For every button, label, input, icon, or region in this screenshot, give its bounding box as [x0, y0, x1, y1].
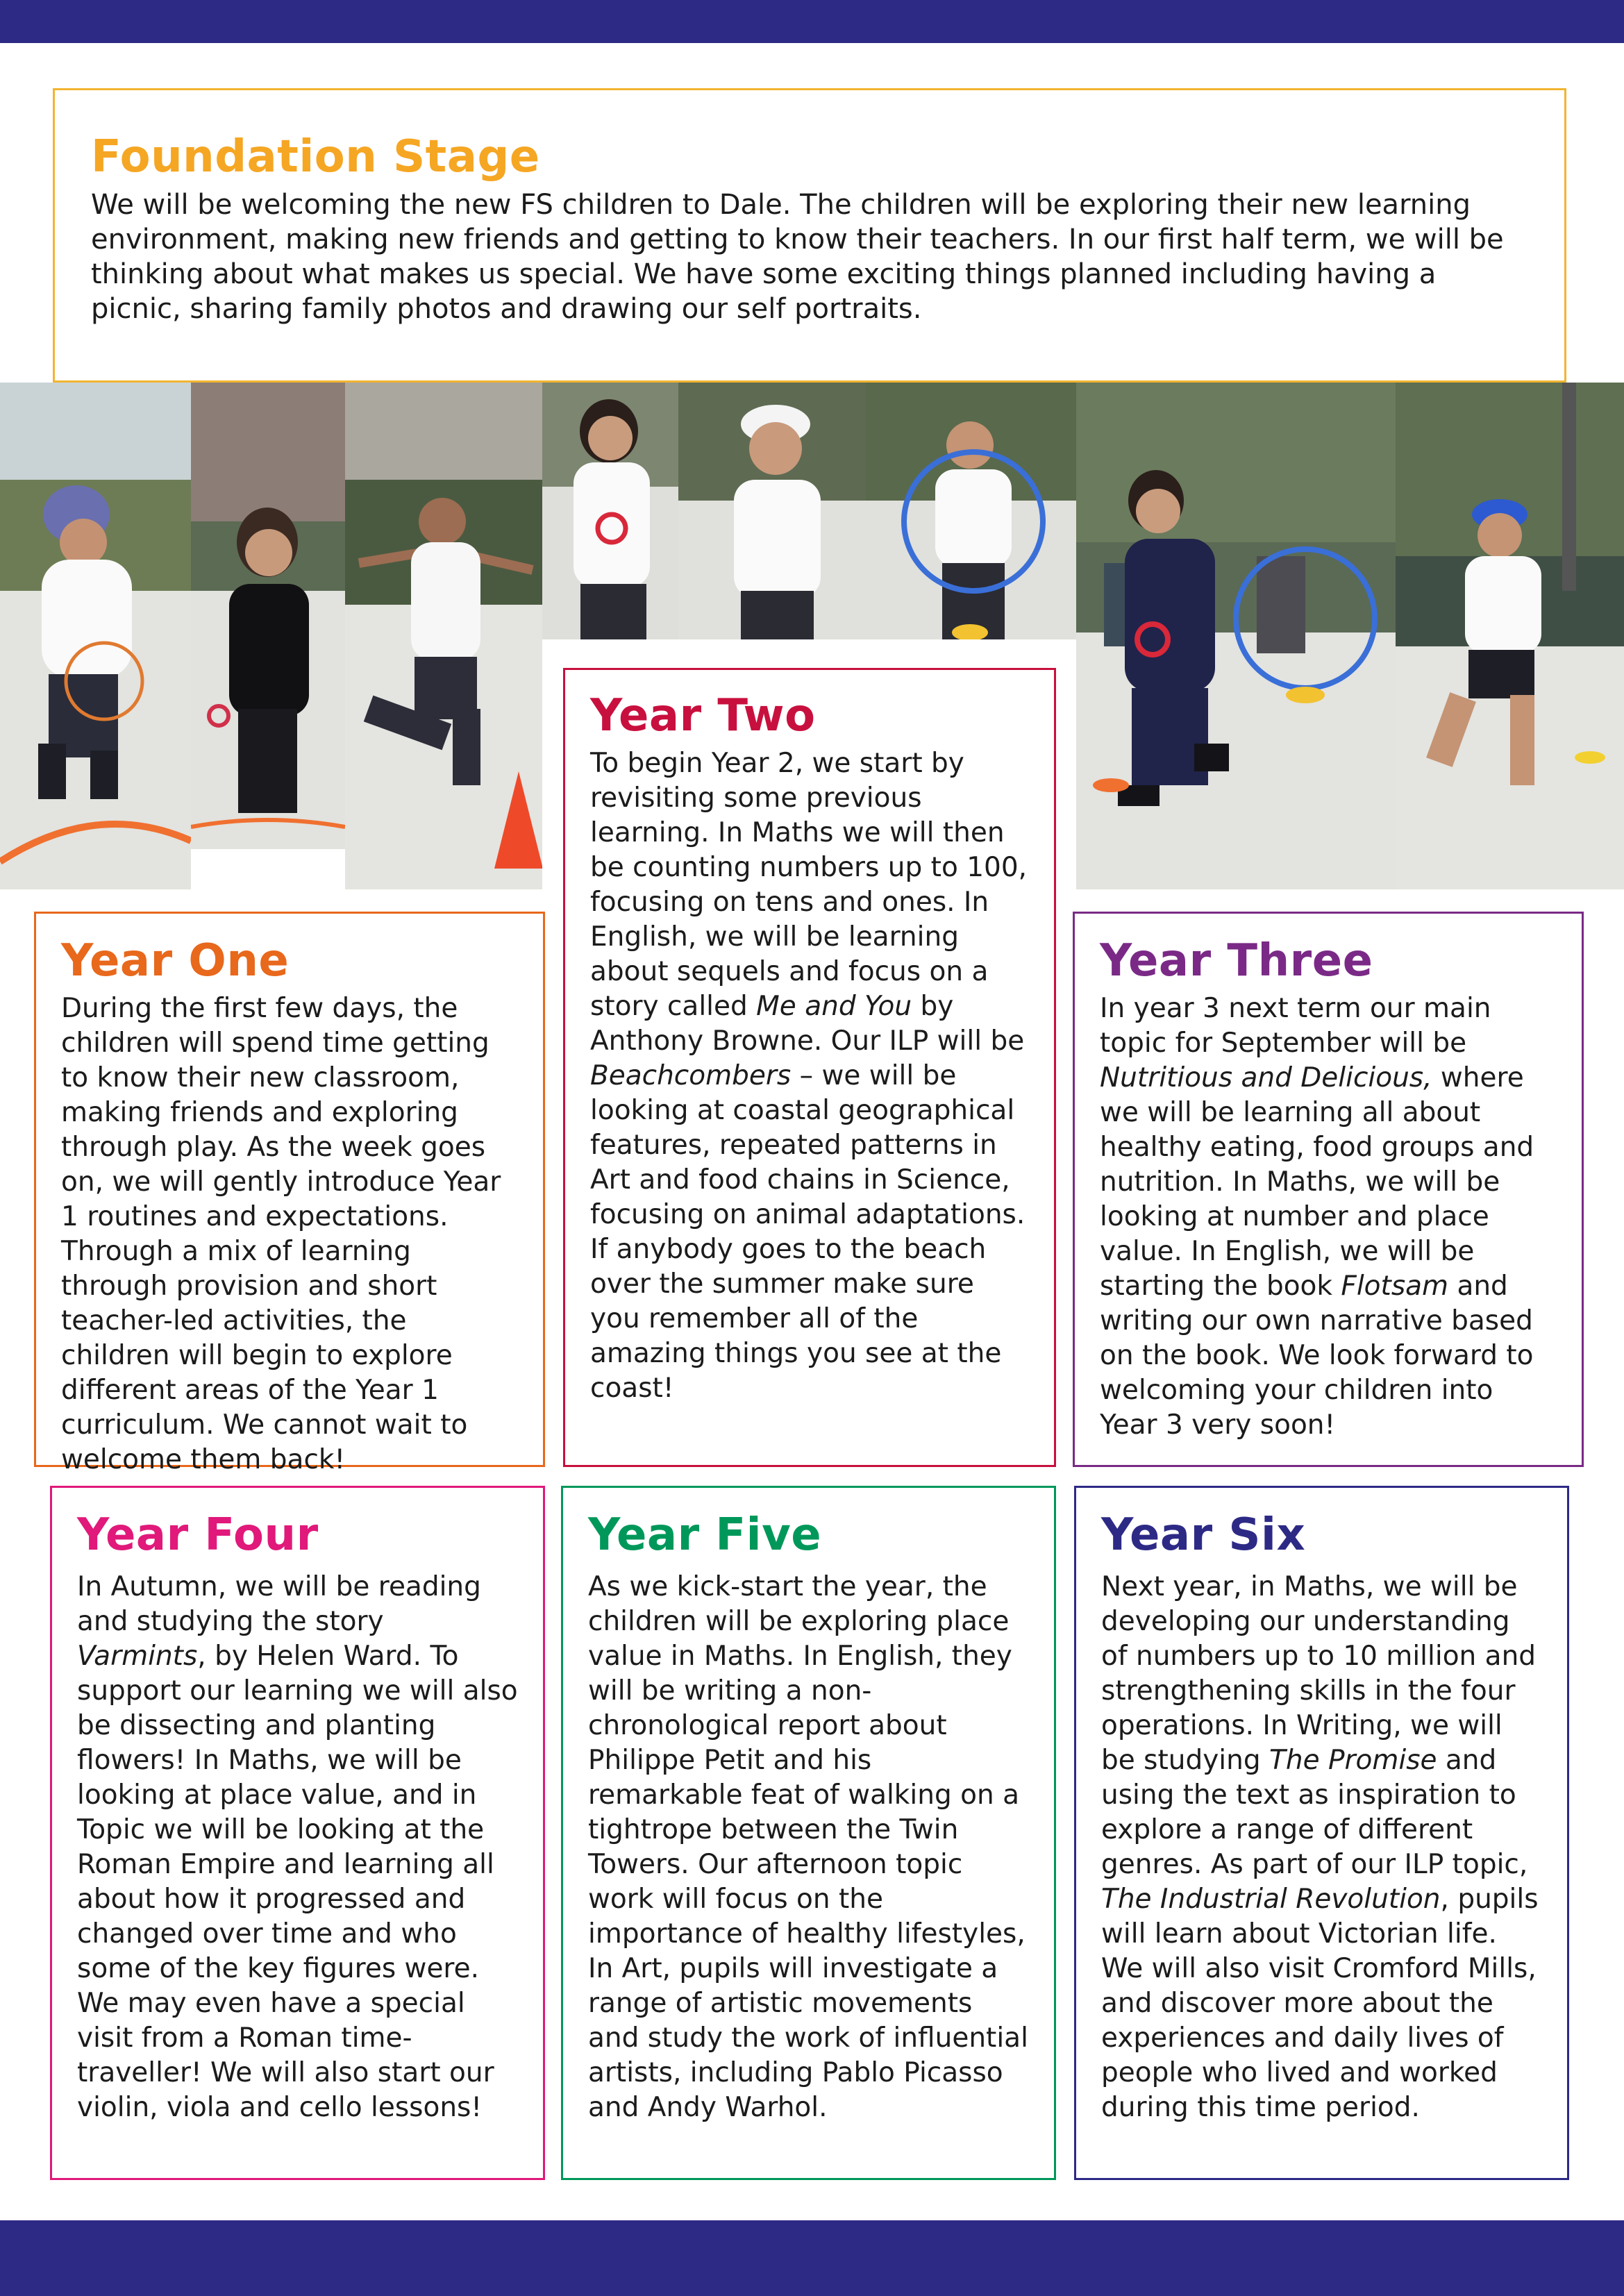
year-six-title: Year Six	[1101, 1509, 1306, 1561]
year-one-title: Year One	[61, 935, 290, 987]
photo-girl-hoodie	[191, 383, 345, 849]
foundation-stage-panel	[53, 88, 1566, 383]
year-two-book-title: Me and You	[756, 991, 912, 1022]
year-four-title: Year Four	[77, 1509, 319, 1561]
year-four-book-title: Varmints	[77, 1641, 198, 1672]
year-three-text-part: In year 3 next term our main topic for September will be	[1100, 993, 1491, 1059]
year-six-panel	[1074, 1486, 1569, 2180]
year-four-text	[77, 1570, 518, 2125]
year-three-topic-title: Nutritious and Delicious,	[1100, 1062, 1432, 1093]
bottom-band	[0, 2220, 1624, 2296]
photo-girl-cap	[678, 383, 866, 639]
year-six-topic-title: The Industrial Revolution	[1101, 1884, 1441, 1915]
year-three-book-title: Flotsam	[1341, 1271, 1449, 1302]
year-four-text-part: In Autumn, we will be reading and studying the story	[77, 1571, 481, 1637]
year-one-panel	[34, 912, 545, 1475]
photo-child-jumping	[0, 383, 191, 889]
year-two-text-part: To begin Year 2, we start by revisiting some previous learning. In Maths we will then be counting numbers up to 100, focusing on tens and ones. In English, we will be learning about sequels and focus on a story called	[590, 748, 1028, 1022]
year-two-text-part: – we will be looking at coastal geographical features, repeated patterns in Art and food chains in Science, focusing on animal adaptations. If anybody goes to the beach over the summer make sure you remember all of the amazing things you see at the coast!	[590, 1060, 1026, 1404]
year-three-text-part: where we will be learning all about healthy eating, food groups and nutrition. In Maths, we will be looking at number and place value. In English, we will be starting the book	[1100, 1062, 1534, 1302]
year-six-text-part: Next year, in Maths, we will be developing our understanding of numbers up to 10 million and strengthening skills in the four operations. In Writing, we will be studying	[1101, 1571, 1537, 1776]
year-two-panel	[563, 668, 1056, 1467]
year-six-text-part: , pupils will learn about Victorian life. We will also visit Cromford Mills, and discover more about the experiences and daily lives of people who lived and worked during this time period.	[1101, 1884, 1539, 2123]
top-band	[0, 0, 1624, 43]
photo-girl-ring	[542, 383, 678, 639]
photo-boy-running	[1396, 383, 1624, 889]
photo-girl-running-hoop	[1076, 383, 1396, 889]
year-four-panel	[50, 1486, 545, 2180]
year-six-text-part: and using the text as inspiration to explore a range of different genres. As part of our ILP topic,	[1101, 1745, 1528, 1880]
year-six-book-title: The Promise	[1269, 1745, 1437, 1776]
foundation-stage-text: We will be welcoming the new FS children to Dale. The children will be exploring their new learning environment, making new friends and getting to know their teachers. In our first half term, we will be thinking about what makes us special. We have some exciting things planned including having a picnic, sharing family photos and drawing our self portraits.	[91, 189, 1504, 325]
photo-boy-balancing	[345, 383, 542, 889]
year-three-text	[1100, 991, 1557, 1443]
photo-boy-hoop	[866, 383, 1076, 639]
year-three-text-part: and writing our own narrative based on the book. We look forward to welcoming your children into Year 3 very soon!	[1100, 1271, 1534, 1441]
year-two-text-part: by Anthony Browne. Our ILP will be	[590, 991, 1025, 1057]
year-two-ilp-title: Beachcombers	[590, 1060, 792, 1091]
foundation-stage-title: Foundation Stage	[91, 131, 540, 183]
year-one-text: During the first few days, the children will spend time getting to know their new classroom, making friends and exploring through play. As the week goes on, we will gently introduce Year 1 routines and expectations. Through a mix of learning through provision and short teacher-led activities, the children will begin to explore different areas of the Year 1 curriculum. We cannot wait to welcome them back!	[61, 993, 501, 1475]
year-two-title: Year Two	[590, 690, 816, 741]
year-five-text: As we kick-start the year, the children will be exploring place value in Maths. In English, they will be writing a non-chronological report about Philippe Petit and his remarkable feat of walking on a tightrope between the Twin Towers. Our afternoon topic work will focus on the importance of healthy lifestyles, In Art, pupils will investigate a range of artistic movements and study the work of influential artists, including Pablo Picasso and Andy Warhol.	[588, 1571, 1028, 2123]
year-three-panel	[1073, 912, 1584, 1467]
year-four-text-part: , by Helen Ward. To support our learning we will also be dissecting and planting flowers! In Maths, we will be looking at place value, and in Topic we will be looking at the Roman Empire and learning all about how it progressed and changed over time and who some of the key figures were. We may even have a special visit from a Roman time-traveller! We will also start our violin, viola and cello lessons!	[77, 1641, 518, 2123]
year-five-panel	[561, 1486, 1056, 2180]
year-two-text	[590, 746, 1029, 1406]
year-three-title: Year Three	[1100, 935, 1373, 987]
year-six-text	[1101, 1570, 1539, 2125]
year-five-title: Year Five	[588, 1509, 822, 1561]
